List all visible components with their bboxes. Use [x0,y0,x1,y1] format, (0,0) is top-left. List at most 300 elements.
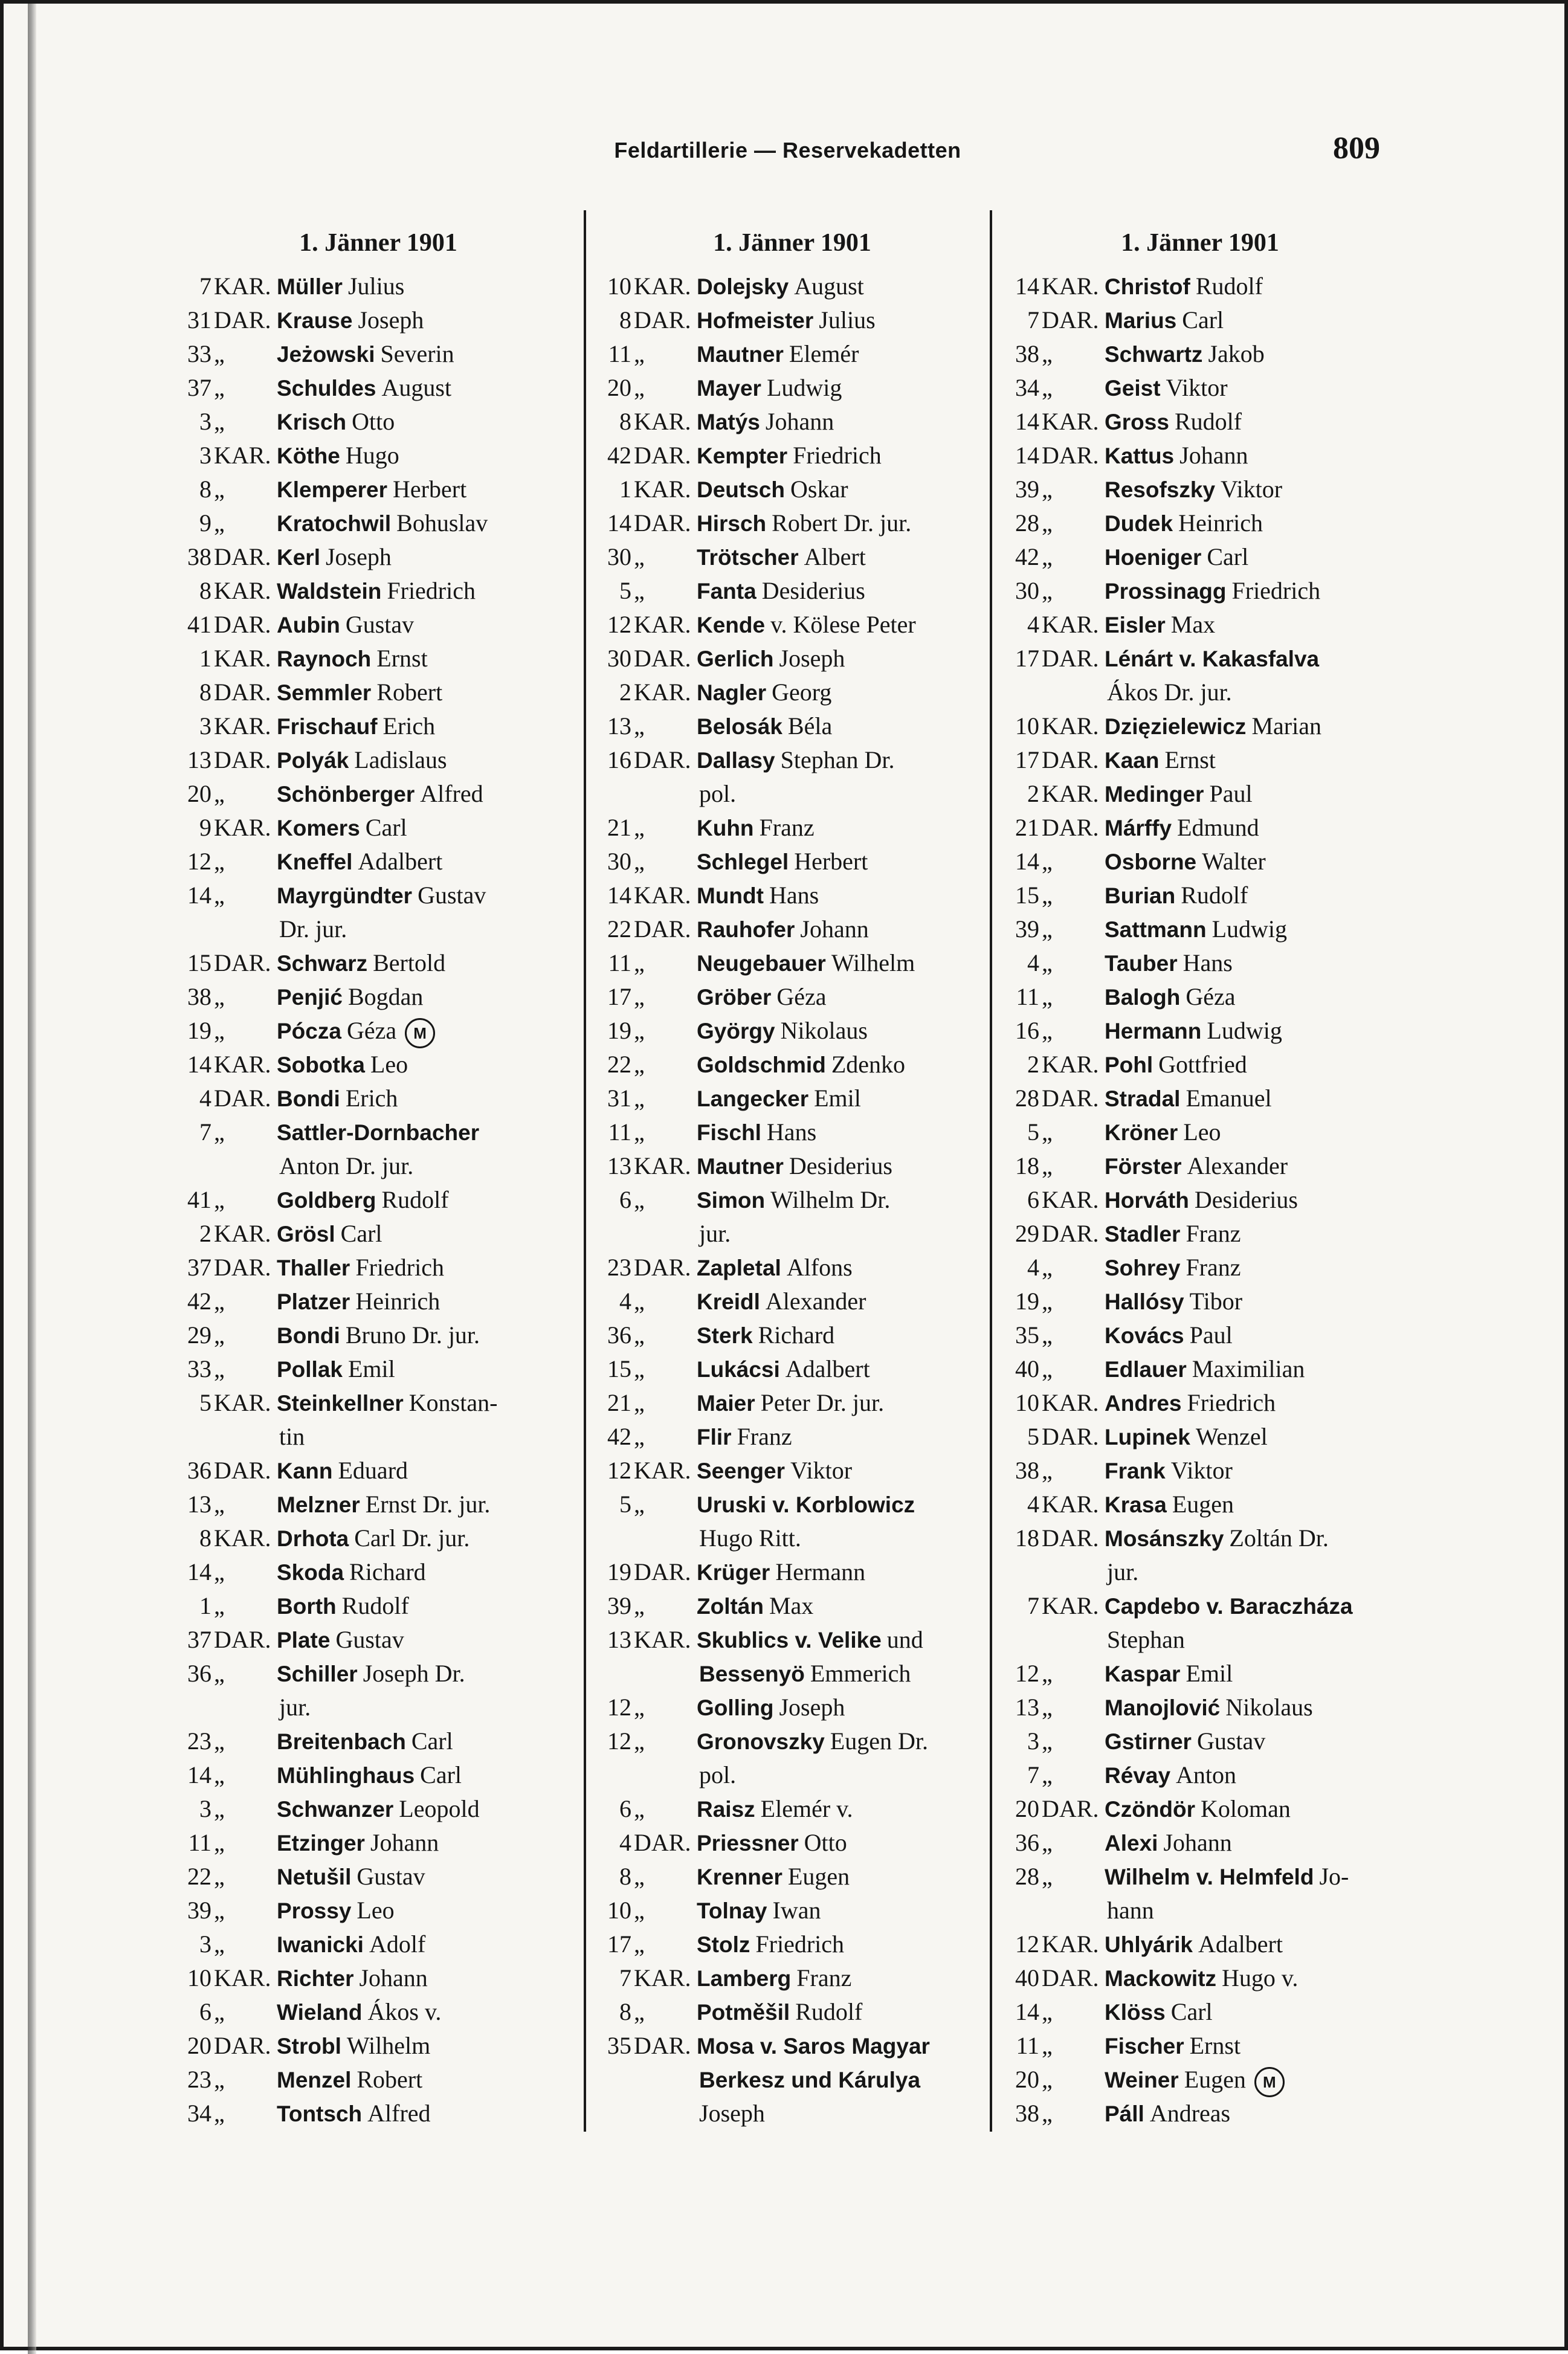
regiment-number: 14 [1015,442,1039,469]
given-name: Paul [1189,1321,1233,1349]
given-name: Alfred [420,780,483,807]
regiment-number: 6 [619,1795,631,1822]
given-name: Franz [1186,1220,1241,1247]
list-item [1001,439,1399,472]
regiment-type: „ [1042,1457,1053,1484]
surname: Schlegel [697,850,789,874]
regiment-type: „ [634,340,645,367]
regiment-number: 28 [1015,1863,1039,1890]
surname: Klöss [1105,2000,1166,2025]
list-item [593,912,992,946]
list-item [1001,980,1399,1014]
regiment-number: 1 [199,645,211,672]
regiment-type: DAR. [1042,746,1099,773]
surname: Resofszky [1105,477,1216,502]
given-name: Alexander [1187,1152,1288,1179]
regiment-type: KAR. [214,1220,271,1247]
list-item [173,946,584,980]
list-item [1001,608,1399,642]
regiment-number: 37 [187,1626,211,1653]
regiment-number: 10 [1015,1389,1039,1416]
list-item [1001,2097,1399,2130]
regiment-type: „ [214,1930,225,1958]
regiment-number: 19 [607,1558,631,1585]
regiment-type: „ [214,476,225,503]
entry-continuation [593,2097,992,2130]
entry-continuation [1001,1623,1399,1657]
regiment-number: 7 [199,1118,211,1146]
list-item [1001,1521,1399,1555]
surname: Köthe [277,443,340,468]
surname: Müller [277,274,343,299]
surname: Geist [1105,376,1161,401]
given-name: Emanuel [1186,1085,1272,1112]
surname: Wieland [277,2000,363,2025]
list-item [593,980,992,1014]
given-name: Viktor [1221,476,1283,503]
regiment-type: „ [634,1491,645,1518]
list-item [173,1792,584,1826]
regiment-type: „ [1042,848,1053,875]
regiment-type: „ [634,1355,645,1382]
regiment-type: „ [214,1017,225,1044]
regiment-type: DAR. [214,1457,271,1484]
given-name: Herbert [794,848,868,875]
regiment-number: 38 [1015,2100,1039,2127]
surname: Aubin [277,613,340,637]
regiment-type: „ [634,1321,645,1349]
given-name: Wilhelm [346,2032,431,2059]
list-item [593,642,992,676]
regiment-number: 4 [1027,949,1039,976]
regiment-type: DAR. [1042,306,1099,334]
regiment-type: DAR. [1042,1220,1099,1247]
list-item [173,2029,584,2063]
regiment-type: KAR. [214,814,271,841]
regiment-type: DAR. [214,543,271,570]
given-name: Elemér v. [760,1795,853,1822]
regiment-type: DAR. [1042,814,1099,841]
surname: Thaller [277,1256,350,1280]
given-name: Joseph [358,306,424,334]
given-name: Richard [758,1321,835,1349]
surname: Sterk [697,1323,753,1348]
surname: Gross [1105,410,1169,434]
regiment-number: 16 [1015,1017,1039,1044]
regiment-number: 1 [619,476,631,503]
surname: Mosánszky [1105,1526,1224,1551]
given-name: Friedrich [1231,577,1321,604]
given-name: Carl [340,1220,382,1247]
regiment-number: 11 [608,340,631,367]
regiment-type: „ [634,1288,645,1315]
list-item [173,811,584,845]
given-name: Erich [382,712,436,740]
surname: Hallósy [1105,1289,1184,1314]
regiment-number: 11 [1016,2032,1039,2059]
regiment-number: 41 [187,1186,211,1213]
regiment-type: „ [1042,1118,1053,1146]
regiment-type: „ [214,2066,225,2093]
surname: Jeżowski [277,342,375,367]
regiment-number: 8 [619,1998,631,2025]
regiment-number: 30 [607,645,631,672]
entry-continuation [173,1420,584,1454]
surname: Frank [1105,1459,1166,1483]
regiment-type: DAR. [634,645,691,672]
regiment-number: 14 [187,1761,211,1788]
regiment-number: 22 [187,1863,211,1890]
regiment-number: 14 [607,509,631,537]
regiment-type: „ [214,1355,225,1382]
column-1 [173,226,584,2130]
surname: Christof [1105,274,1190,299]
given-name: Marian [1251,712,1321,740]
regiment-type: „ [1042,1727,1053,1755]
given-name: Heinrich [355,1288,440,1315]
regiment-number: 16 [607,746,631,773]
given-name: Ernst Dr. jur. [365,1491,491,1518]
regiment-type: KAR. [634,272,691,300]
regiment-type: „ [1042,1998,1053,2025]
list-item [1001,1318,1399,1352]
surname: Márffy [1105,816,1172,840]
regiment-type: „ [1042,509,1053,537]
surname: Dzięzielewicz [1105,714,1247,739]
list-item [1001,1048,1399,1082]
regiment-number: 34 [1015,374,1039,401]
list-item [173,1657,584,1691]
regiment-number: 30 [607,848,631,875]
regiment-type: DAR. [634,1254,691,1281]
list-item [1001,574,1399,608]
regiment-type: „ [214,1288,225,1315]
given-name: Emil [814,1085,861,1112]
surname: Breitenbach [277,1729,406,1754]
given-name: Eugen [787,1863,850,1890]
surname: Hermann [1105,1019,1202,1043]
surname: Goldberg [277,1188,376,1213]
regiment-number: 7 [619,1964,631,1991]
regiment-number: 36 [187,1457,211,1484]
regiment-type: KAR. [1042,1051,1099,1078]
list-item [173,1285,584,1318]
list-item [1001,1691,1399,1724]
regiment-type: DAR. [214,2032,271,2059]
list-item [173,540,584,574]
given-name: Alexander [765,1288,866,1315]
surname: Wilhelm v. Helmfeld [1105,1865,1314,1889]
list-item [173,743,584,777]
list-item [593,439,992,472]
surname: Sattmann [1105,917,1207,942]
regiment-type: DAR. [634,915,691,943]
regiment-type: „ [1042,915,1053,943]
given-name: Johann [800,915,869,943]
entry-continuation [593,1657,992,1691]
regiment-type: „ [634,814,645,841]
surname: Fischl [697,1120,761,1145]
given-name: Adalbert [358,848,443,875]
regiment-number: 12 [187,848,211,875]
given-name: Anton [1176,1761,1237,1788]
regiment-number: 14 [1015,848,1039,875]
surname: Kaspar [1105,1662,1181,1686]
list-item [1001,1454,1399,1488]
surname: Melzner [277,1492,360,1517]
regiment-number: 10 [607,1897,631,1924]
list-item [1001,811,1399,845]
given-name-continuation: jur. [699,1220,731,1247]
regiment-type: DAR. [214,1626,271,1653]
given-name: Friedrich [793,442,882,469]
regiment-number: 40 [1015,1355,1039,1382]
list-item [1001,1488,1399,1521]
list-item [593,1894,992,1927]
given-name: Zdenko [831,1051,905,1078]
given-name: Carl [365,814,407,841]
regiment-type: KAR. [1042,1491,1099,1518]
given-name: Herbert [393,476,467,503]
list-item [593,405,992,439]
surname: Krause [277,308,353,333]
regiment-number: 12 [607,1457,631,1484]
list-item [593,540,992,574]
regiment-type: „ [1042,1761,1053,1788]
given-name: Adalbert [785,1355,870,1382]
list-item [173,472,584,506]
regiment-type: „ [1042,983,1053,1010]
entry-list [173,269,584,2130]
column-rule [584,210,586,2132]
regiment-type: DAR. [214,679,271,706]
given-name: Otto [352,408,395,435]
regiment-number: 2 [1027,1051,1039,1078]
regiment-type: DAR. [1042,1524,1099,1552]
given-name: Wilhelm Dr. [770,1186,891,1213]
given-name: Jo- [1319,1863,1349,1890]
surname: Gstirner [1105,1729,1192,1754]
regiment-number: 8 [199,577,211,604]
regiment-type: „ [214,2100,225,2127]
regiment-type: KAR. [1042,780,1099,807]
list-item [1001,845,1399,879]
given-name: Adalbert [1198,1930,1283,1958]
given-name: Hermann [775,1558,866,1585]
given-name: Ludwig [1211,915,1288,943]
list-item [593,1724,992,1758]
regiment-type: DAR. [634,1829,691,1856]
regiment-number: 2 [619,679,631,706]
given-name: v. Kölese Peter [770,611,916,638]
given-name-continuation: Joseph [699,2100,765,2127]
regiment-type: „ [634,1085,645,1112]
given-name: Edmund [1177,814,1259,841]
list-item [593,1048,992,1082]
regiment-type: „ [634,1727,645,1755]
surname: Pohl [1105,1053,1153,1077]
list-item [1001,1657,1399,1691]
surname: Maier [697,1391,755,1416]
given-name: Géza [1186,983,1236,1010]
regiment-type: „ [214,1795,225,1822]
given-name: Heinrich [1178,509,1263,537]
surname: Iwanicki [277,1932,364,1957]
surname: Kröner [1105,1120,1178,1145]
regiment-number: 14 [187,1558,211,1585]
surname: Plate [277,1628,331,1653]
given-name: Hugo v. [1222,1964,1299,1991]
regiment-type: „ [634,848,645,875]
list-item [173,1826,584,1860]
surname: Flir [697,1425,732,1449]
given-name: Eugen [1184,2066,1246,2093]
regiment-type: KAR. [1042,1592,1099,1619]
surname: György [697,1019,775,1043]
regiment-type: „ [634,1389,645,1416]
list-item [173,980,584,1014]
regiment-type: KAR. [634,1964,691,1991]
list-item [1001,743,1399,777]
given-name: August [381,374,452,401]
regiment-type: „ [1042,882,1053,909]
regiment-type: „ [634,1017,645,1044]
given-name: Rudolf [1181,882,1248,909]
regiment-type: KAR. [1042,408,1099,435]
given-name: Johann [1179,442,1248,469]
surname: Kratochwil [277,511,392,536]
regiment-number: 7 [1027,1761,1039,1788]
surname: Osborne [1105,850,1197,874]
given-name: Desiderius [761,577,865,604]
regiment-number: 9 [199,814,211,841]
list-item [593,2029,992,2063]
given-name: Eduard [338,1457,408,1484]
regiment-number: 18 [1015,1524,1039,1552]
given-name: Stephan Dr. [780,746,895,773]
regiment-type: KAR. [634,1152,691,1179]
list-item [173,1048,584,1082]
regiment-type: „ [1042,1863,1053,1890]
list-item [1001,1927,1399,1961]
regiment-number: 39 [1015,915,1039,943]
given-name: Desiderius [1194,1186,1298,1213]
surname: Priessner [697,1831,799,1856]
list-item [173,405,584,439]
surname: Skublics v. Velike [697,1628,882,1653]
regiment-type: „ [1042,1254,1053,1281]
regiment-type: „ [1042,476,1053,503]
regiment-number: 22 [607,915,631,943]
surname: Simon [697,1188,766,1213]
regiment-type: „ [214,1998,225,2025]
regiment-number: 5 [619,1491,631,1518]
regiment-number: 42 [1015,543,1039,570]
regiment-number: 13 [187,1491,211,1518]
given-name: Johann [370,1829,439,1856]
list-item [1001,472,1399,506]
regiment-number: 17 [607,983,631,1010]
regiment-number: 15 [1015,882,1039,909]
given-name: Severin [380,340,454,367]
regiment-type: KAR. [214,442,271,469]
regiment-number: 36 [187,1660,211,1687]
list-item [593,743,992,777]
surname: Sohrey [1105,1256,1181,1280]
surname: Uhlyárik [1105,1932,1193,1957]
list-item [173,879,584,912]
surname: Weiner [1105,2068,1179,2092]
given-name: Carl [1207,543,1249,570]
surname: Nagler [697,680,767,705]
list-item [1001,1792,1399,1826]
surname: Grösl [277,1222,335,1246]
circled-m-mark: M [1254,2067,1285,2097]
regiment-number: 2 [1027,780,1039,807]
surname: Schuldes [277,376,376,401]
surname: Belosák [697,714,782,739]
list-item [173,506,584,540]
surname: Steinkellner [277,1391,404,1416]
surname: Alexi [1105,1831,1158,1856]
regiment-number: 39 [607,1592,631,1619]
regiment-number: 7 [1027,1592,1039,1619]
surname: Semmler [277,680,372,705]
regiment-number: 10 [1015,712,1039,740]
given-name: Erich [345,1085,398,1112]
given-name: Leo [1183,1118,1221,1146]
given-name-continuation: Ákos Dr. jur. [1107,679,1232,706]
regiment-number: 3 [1027,1727,1039,1755]
given-name: Desiderius [789,1152,892,1179]
surname: Mackowitz [1105,1966,1217,1991]
given-name-continuation: tin [279,1423,305,1450]
entry-continuation [1001,676,1399,709]
given-name: Gustav [357,1863,425,1890]
regiment-type: „ [634,712,645,740]
regiment-number: 4 [619,1829,631,1856]
regiment-number: 8 [619,1863,631,1890]
regiment-type: „ [1042,1829,1053,1856]
surname: Trötscher [697,545,799,570]
regiment-type: DAR. [634,509,691,537]
regiment-type: „ [214,1118,225,1146]
list-item [173,1352,584,1386]
surname-continuation: Bessenyö [699,1662,805,1686]
list-item [173,1623,584,1657]
list-item [593,472,992,506]
given-name: Max [1170,611,1216,638]
given-name: Adolf [369,1930,426,1958]
list-item [173,269,584,303]
surname: Edlauer [1105,1357,1187,1382]
regiment-type: KAR. [634,476,691,503]
list-item [1001,777,1399,811]
regiment-type: „ [1042,1355,1053,1382]
surname: Netušil [277,1865,352,1889]
list-item [593,1352,992,1386]
regiment-number: 37 [187,1254,211,1281]
surname: Fanta [697,579,757,604]
given-name: Ludwig [1207,1017,1282,1044]
regiment-number: 14 [187,882,211,909]
list-item [593,303,992,337]
surname: Zapletal [697,1256,781,1280]
list-item [593,1285,992,1318]
surname: Penjić [277,985,343,1010]
regiment-type: DAR. [214,746,271,773]
list-item [593,811,992,845]
